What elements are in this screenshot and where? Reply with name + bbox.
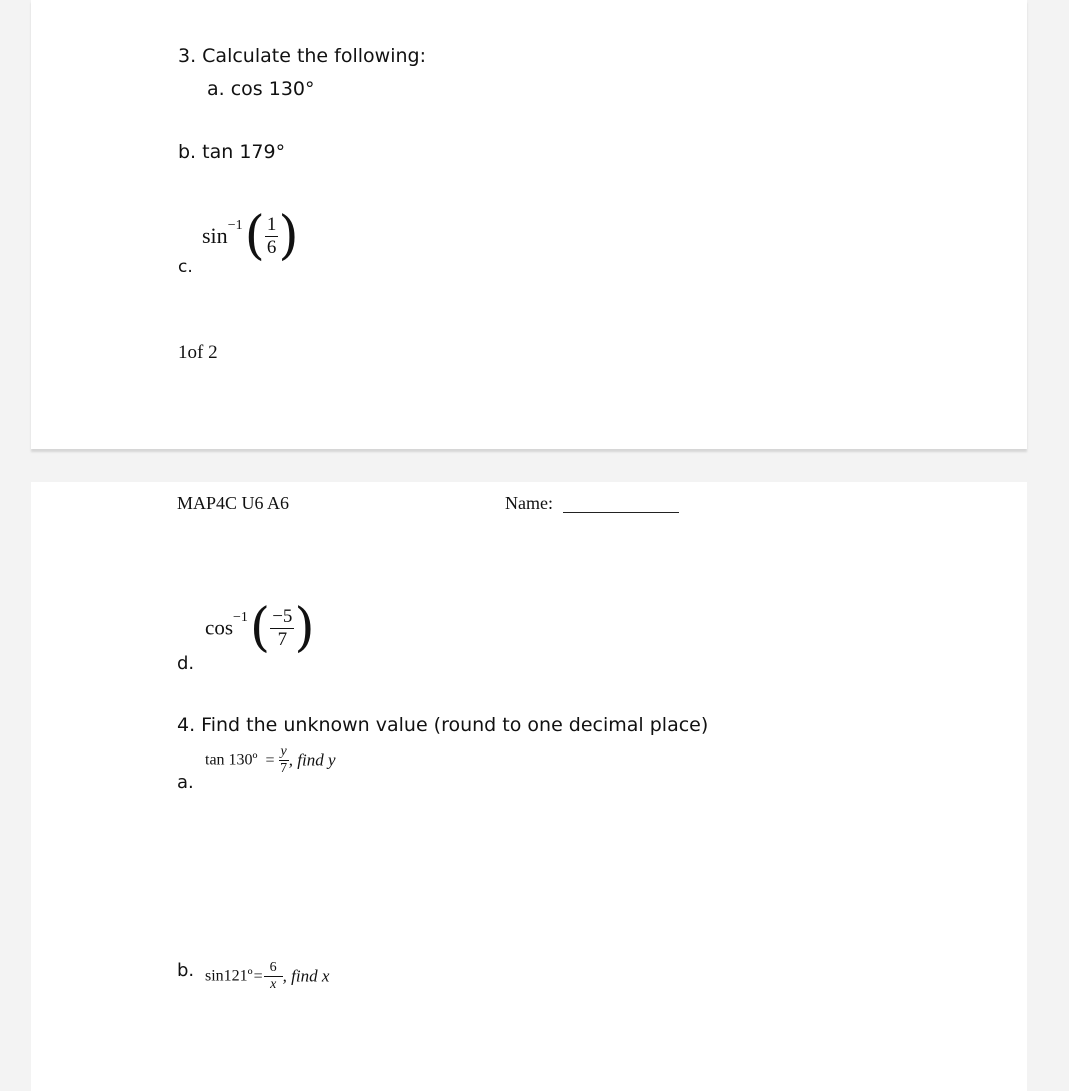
q3c-right-paren: ): [278, 206, 299, 266]
q4a-denominator: 7: [280, 761, 288, 776]
question-3c-label: c.: [178, 257, 193, 277]
q4b-numerator: 6: [264, 960, 283, 977]
name-label: Name:: [505, 493, 553, 513]
name-blank-line: [563, 512, 679, 513]
q3d-fraction: [270, 606, 294, 651]
q4b-denominator: x: [270, 977, 277, 992]
q4b-fraction: [264, 960, 283, 993]
question-3c-expression: [202, 206, 299, 266]
q4a-lhs: tan 130º: [205, 751, 258, 769]
q3d-right-paren: ): [294, 598, 315, 658]
q3d-numerator: −5: [272, 605, 293, 627]
question-3d-label: d.: [177, 653, 195, 674]
question-3-heading: 3. Calculate the following:: [178, 45, 426, 67]
course-code: MAP4C U6 A6: [177, 493, 290, 513]
q3d-function: cos: [205, 615, 233, 640]
question-3a: a. cos 130°: [207, 78, 315, 100]
q4b-equals: =: [253, 967, 263, 985]
question-3b: b. tan 179°: [178, 141, 286, 163]
q3d-left-paren: (: [249, 598, 271, 658]
q4b-suffix: , find x: [282, 966, 330, 986]
q3c-function: sin: [202, 223, 228, 248]
q4b-lhs: sin121º: [205, 967, 253, 985]
question-4b-equation: [205, 960, 329, 993]
q4a-fraction: [279, 744, 289, 777]
q3c-denominator: 6: [266, 236, 277, 258]
question-4a-equation: [205, 744, 336, 777]
question-4b-label: b.: [177, 960, 195, 981]
q3c-exponent: −1: [227, 218, 243, 234]
q3c-left-paren: (: [244, 206, 265, 266]
q4a-numerator: y: [280, 744, 287, 759]
q3c-numerator: 1: [266, 213, 277, 235]
q3d-exponent: −1: [233, 610, 248, 626]
document-page-1: [31, 0, 1027, 449]
question-4-heading: 4. Find the unknown value (round to one decimal place): [177, 714, 709, 736]
q3d-denominator: 7: [277, 628, 288, 650]
page-footer: 1of 2: [178, 342, 218, 363]
question-4a-label: a.: [177, 772, 194, 793]
document-page-2: [31, 482, 1027, 1091]
question-3d-expression: [205, 598, 315, 658]
q3c-fraction: [265, 214, 279, 259]
q4a-equals: =: [265, 751, 275, 769]
q4a-suffix: , find y: [288, 750, 336, 770]
